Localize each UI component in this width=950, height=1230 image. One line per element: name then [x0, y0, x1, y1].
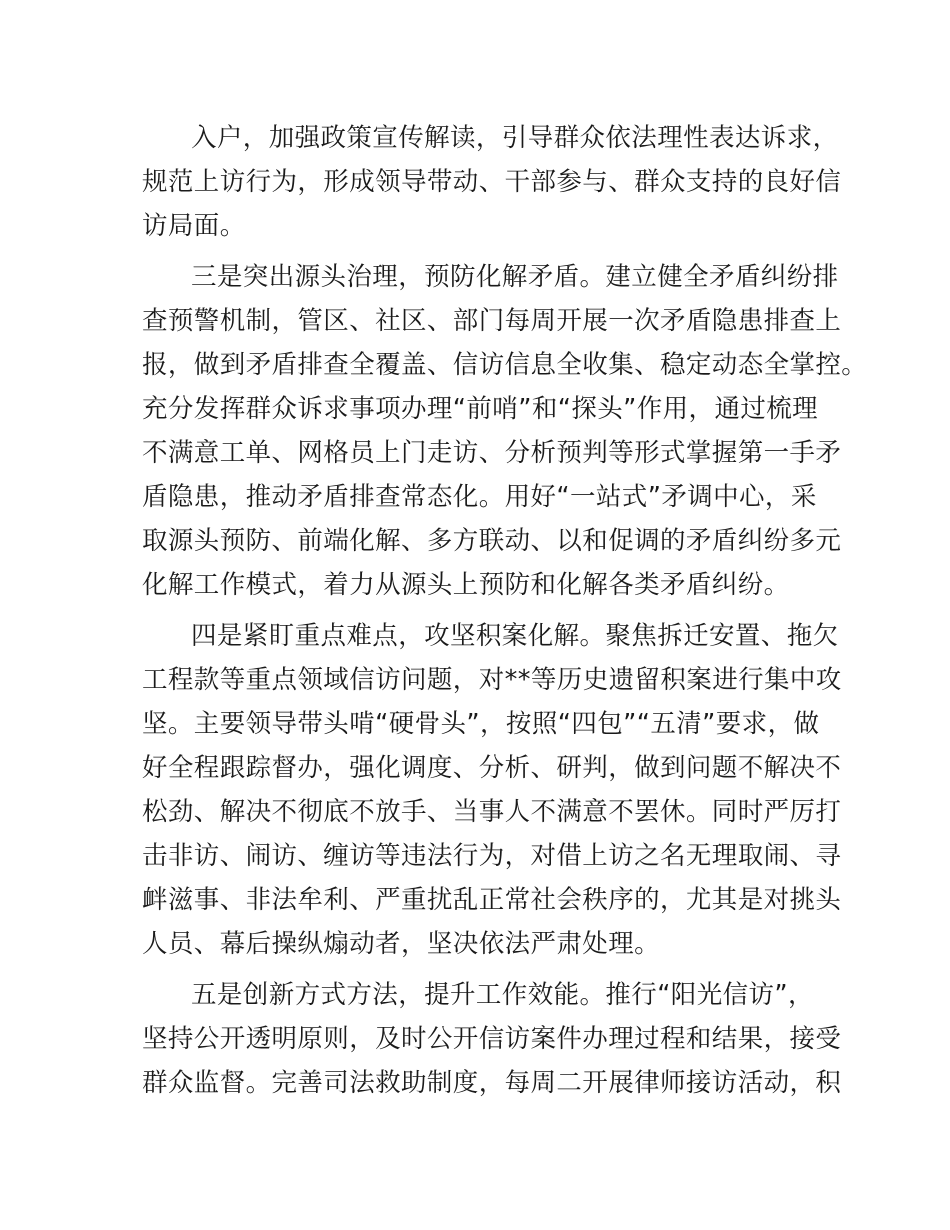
text-line-20: 五是创新方式方法，提升工作效能。推行“阳光信访”，	[191, 980, 814, 1010]
text-line-9: 盾隐患，推动矛盾排查常态化。用好“一站式”矛调中心，采	[142, 482, 817, 512]
text-line-21: 坚持公开透明原则，及时公开信访案件办理过程和结果，接受	[142, 1024, 842, 1054]
text-line-12: 四是紧盯重点难点，攻坚积案化解。聚焦拆迁安置、拖欠	[191, 621, 839, 651]
text-line-10: 取源头预防、前端化解、多方联动、以和促调的矛盾纠纷多元	[142, 526, 842, 556]
text-line-4: 三是突出源头治理，预防化解矛盾。建立健全矛盾纠纷排	[191, 262, 839, 292]
text-line-15: 好全程跟踪督办，强化调度、分析、研判，做到问题不解决不	[142, 753, 842, 783]
text-line-14: 坚。主要领导带头啃“硬骨头”，按照“四包”“五清”要求，做	[142, 709, 820, 739]
text-line-17: 击非访、闹访、缠访等违法行为，对借上访之名无理取闹、寻	[142, 841, 842, 871]
text-line-7: 充分发挥群众诉求事项办理“前哨”和“探头”作用，通过梳理	[142, 394, 819, 424]
text-line-5: 查预警机制，管区、社区、部门每周开展一次矛盾隐患排查上	[142, 306, 842, 336]
text-line-22: 群众监督。完善司法救助制度，每周二开展律师接访活动，积	[142, 1068, 842, 1098]
text-line-16: 松劲、解决不彻底不放手、当事人不满意不罢休。同时严厉打	[142, 797, 842, 827]
text-line-3: 访局面。	[142, 211, 246, 241]
text-line-11: 化解工作模式，着力从源头上预防和化解各类矛盾纠纷。	[142, 570, 790, 600]
text-line-8: 不满意工单、网格员上门走访、分析预判等形式掌握第一手矛	[142, 438, 842, 468]
text-line-1: 入户，加强政策宣传解读，引导群众依法理性表达诉求，	[191, 123, 839, 153]
text-line-19: 人员、幕后操纵煽动者，坚决依法严肃处理。	[142, 929, 661, 959]
text-line-6: 报，做到矛盾排查全覆盖、信访信息全收集、稳定动态全掌控。	[142, 350, 868, 380]
text-line-13: 工程款等重点领域信访问题，对**等历史遗留积案进行集中攻	[142, 665, 842, 695]
text-line-18: 衅滋事、非法牟利、严重扰乱正常社会秩序的，尤其是对挑头	[142, 885, 842, 915]
text-line-2: 规范上访行为，形成领导带动、干部参与、群众支持的良好信	[142, 167, 842, 197]
